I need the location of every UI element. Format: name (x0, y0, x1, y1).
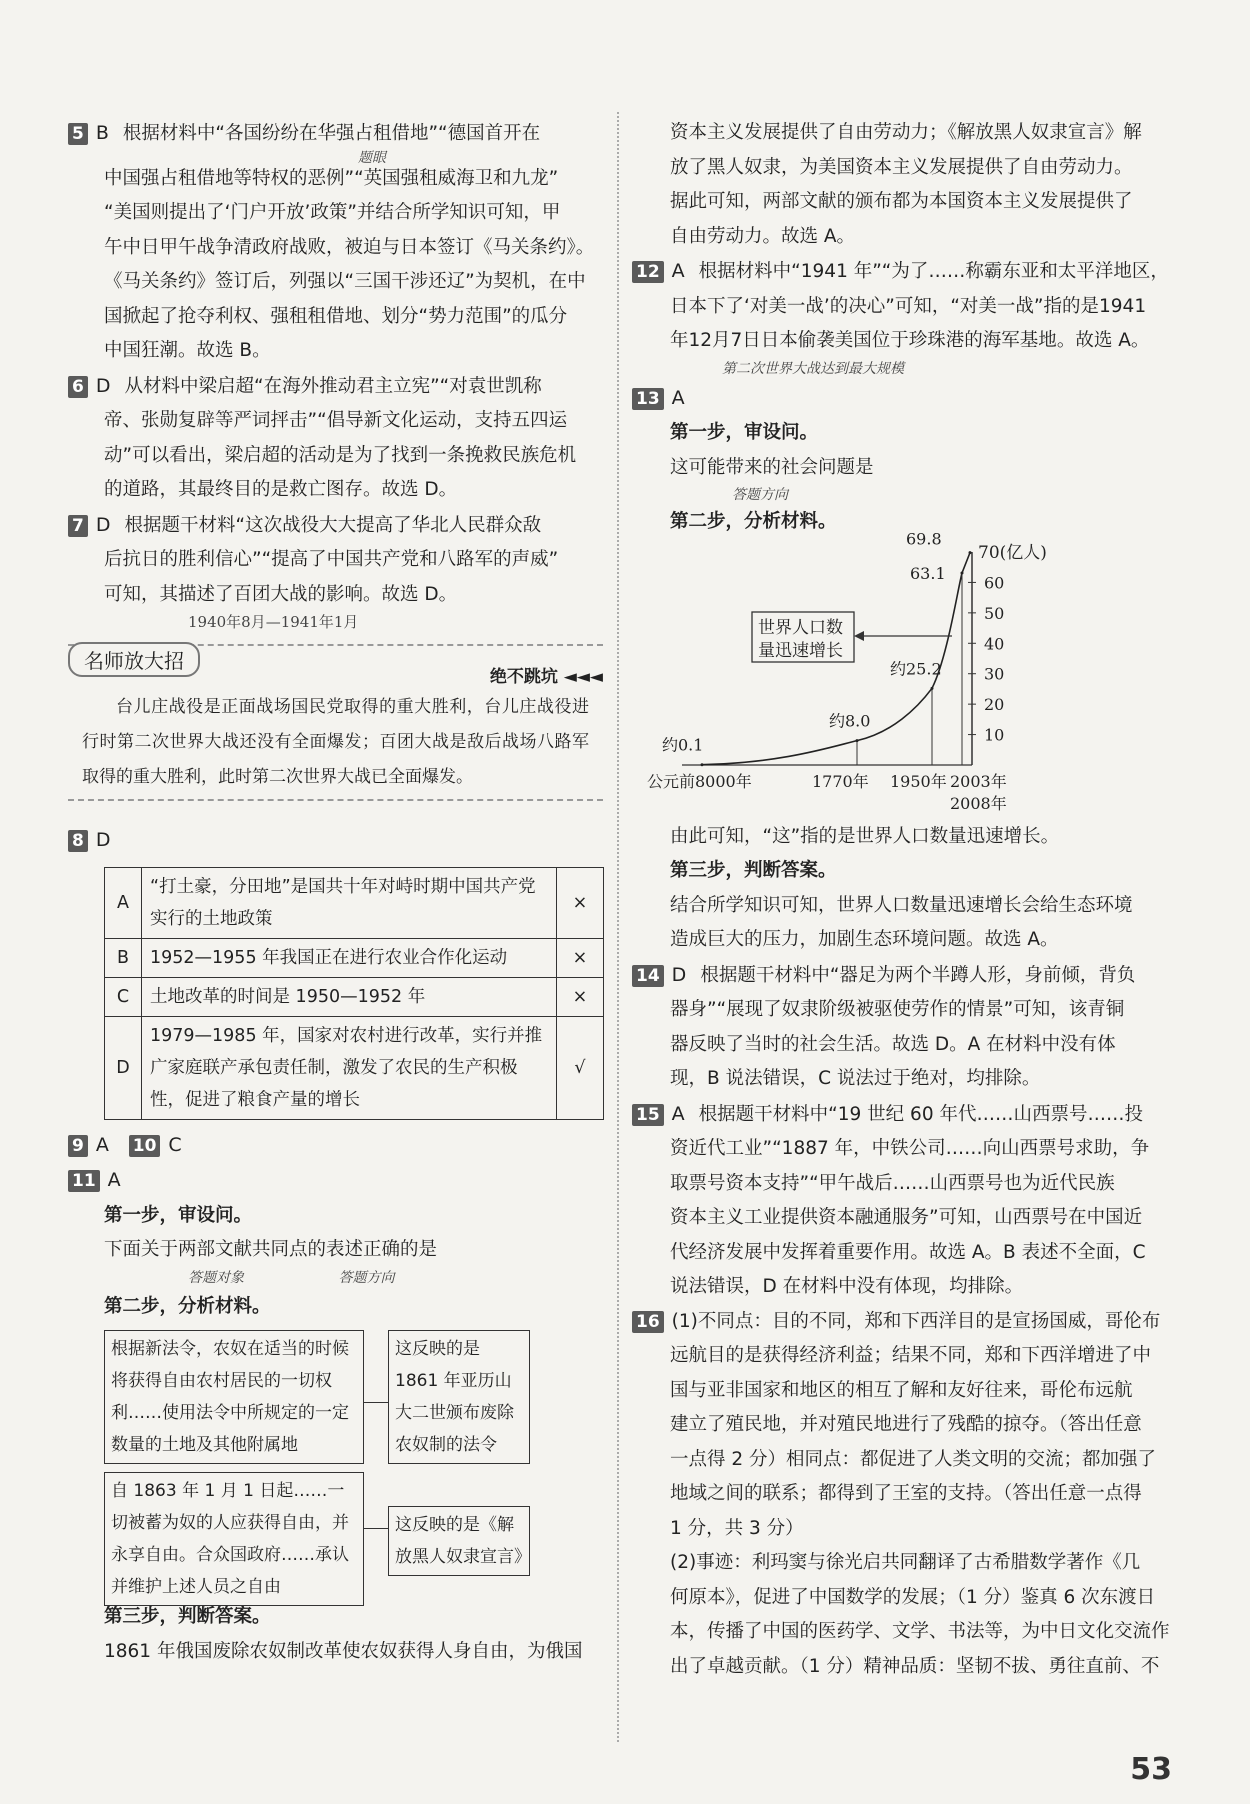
question-15 (632, 1097, 1177, 1305)
question-number: 13 (632, 388, 664, 410)
option-text: 1952—1955 年我国正在进行农业合作化运动 (142, 938, 557, 977)
step-heading: 第一步，审设问。 (670, 422, 819, 443)
question-text: 这可能带来的社会问题是 (670, 456, 874, 478)
data-label: 约0.1 (662, 735, 704, 755)
x-tick-label: 2008年 (950, 793, 1007, 813)
option-text: 1979—1985 年，国家对农村进行改革，实行并推广家庭联产承包责任制，激发了农民的生产积极性，促进了粮食产量的增长 (142, 1016, 557, 1119)
answer-letter: D (95, 374, 111, 397)
text-line: 资近代工业”“1887 年，中铁公司……向山西票号求助，争 (670, 1138, 1150, 1159)
text-line: 说法错误，D 在材料中没有体现，均排除。 (670, 1276, 1024, 1297)
question-number: 7 (68, 515, 88, 537)
analysis-box: 这反映的是 1861 年亚历山大二世颁布废除农奴制的法令 (388, 1330, 530, 1464)
question-number: 16 (632, 1311, 664, 1333)
text-line: 根据题干材料中“器足为两个半蹲人形，身前倾，背负 (700, 964, 1136, 986)
text-line: (1)不同点：目的不同，郑和下西洋目的是宣扬国威，哥伦布 (671, 1310, 1161, 1332)
step-heading: 第三步，判断答案。 (670, 860, 837, 881)
text-line: 根据材料中“1941 年”“为了……称霸东亚和太平洋地区， (698, 261, 1169, 282)
y-axis-label: 70(亿人) (978, 542, 1047, 563)
text-line: 出了卓越贡献。（1 分）精神品质：坚韧不拔、勇往直前、不 (670, 1655, 1160, 1677)
question-7 (68, 508, 603, 639)
page-number: 53 (1130, 1752, 1172, 1787)
question-14 (632, 958, 1177, 1097)
connector (364, 1528, 388, 1529)
data-point (856, 739, 859, 742)
text-line: 远航目的是获得经济利益；结果不同，郑和下西洋增进了中 (670, 1345, 1152, 1366)
text-line: 帝、张勋复辟等严词抨击”“倡导新文化运动，支持五四运 (104, 410, 568, 431)
text-line: 由此可知，“这”指的是世界人口数量迅速增长。 (670, 825, 1060, 847)
table-row (105, 1016, 604, 1119)
text-line: 的道路，其最终目的是救亡图存。故选 D。 (104, 479, 458, 500)
answer-letter: D (671, 963, 687, 986)
annotation-text: 世界人口数 (758, 617, 843, 638)
text-line: 可知，其描述了百团大战的影响。故选 D。 (104, 583, 458, 605)
questions-9-10 (68, 1128, 603, 1164)
question-8 (68, 823, 603, 1120)
option-mark: × (557, 938, 604, 977)
text-line: 造成巨大的压力，加剧生态环境问题。故选 A。 (670, 929, 1059, 950)
text-line: 根据题干材料“这次战役大大提高了华北人民群众敌 (124, 514, 542, 536)
answer-letter: A (671, 386, 685, 409)
material-flow (68, 1330, 603, 1600)
material-box: 根据新法令，农奴在适当的时候将获得自由农村居民的一切权利……使用法令中所规定的一定数量的土地及其他附属地 (104, 1330, 364, 1464)
question-12 (632, 254, 1177, 381)
option-mark: √ (557, 1016, 604, 1119)
text-line: 1861 年俄国废除农奴制改革使农奴获得人身自由，为俄国 (104, 1640, 583, 1662)
column-divider (617, 112, 619, 1742)
text-line: 根据题干材料中“19 世纪 60 年代……山西票号……投 (698, 1103, 1143, 1125)
text-line: 中国狂潮。故选 B。 (104, 340, 271, 361)
text-line: 国掀起了抢夺利权、强租租借地、划分“势力范围”的瓜分 (104, 305, 568, 327)
text-line: 器反映了当时的社会生活。故选 D。A 在材料中没有体 (670, 1033, 1116, 1055)
text-line: 据此可知，两部文献的颁布都为本国资本主义发展提供了 (670, 191, 1133, 212)
text-line: 资本主义发展提供了自由劳动力；《解放黑人奴隶宣言》解 (670, 122, 1142, 143)
answer-letter: A (95, 1133, 109, 1156)
y-tick-label: 20 (984, 694, 1005, 714)
option-key: C (105, 977, 142, 1016)
text-line: “美国则提出了‘门户开放’政策”并结合所学知识可知，甲 (104, 202, 561, 223)
question-11 (68, 1163, 603, 1669)
question-6 (68, 369, 603, 508)
annotation-row (68, 1268, 603, 1290)
text-line: 资本主义工业提供资本融通服务”可知，山西票号在中国近 (670, 1207, 1143, 1228)
option-mark: × (557, 867, 604, 938)
y-tick-label: 40 (984, 633, 1005, 653)
question-number: 14 (632, 965, 664, 987)
option-text: “打土豪，分田地”是国共十年对峙时期中国共产党实行的土地政策 (142, 867, 557, 938)
tip-box-title: 名师放大招 (68, 642, 200, 677)
step-heading: 第二步，分析材料。 (670, 511, 837, 532)
tip-box-tagline: 绝不跳坑 ◄◄◄ (489, 666, 603, 687)
arrow-head (854, 631, 864, 641)
text-line: 后抗日的胜利信心”“提高了中国共产党和八路军的声威” (104, 549, 559, 570)
annotation: 答题对象 (188, 1269, 244, 1286)
question-number: 10 (129, 1135, 161, 1157)
text-line: 放了黑人奴隶，为美国资本主义发展提供了自由劳动力。 (670, 156, 1133, 178)
text-line: 动”可以看出，梁启超的活动是为了找到一条挽救民族危机 (104, 444, 577, 466)
annotation: 答题方向 (338, 1269, 395, 1286)
annotation: 第二次世界大战达到最大规模 (722, 360, 904, 377)
step-heading: 第三步，判断答案。 (104, 1606, 271, 1627)
option-mark: × (557, 977, 604, 1016)
text-line: 本，传播了中国的医药学、文学、书法等，为中日文化交流作 (670, 1621, 1170, 1642)
text-line: 现，B 说法错误，C 说法过于绝对，均排除。 (670, 1068, 1041, 1089)
data-point (969, 551, 972, 554)
text-line: 地域之间的联系；都得到了王室的支持。（答出任意一点得 (670, 1483, 1142, 1504)
data-point (701, 763, 704, 766)
left-column (68, 116, 603, 1669)
annotation: 题眼 (358, 149, 386, 166)
option-key: B (105, 938, 142, 977)
question-number: 5 (68, 123, 88, 145)
tip-box-header (68, 644, 603, 690)
text-line: 建立了殖民地，并对殖民地进行了残酷的掠夺。（答出任意 (670, 1414, 1142, 1435)
text-line: 从材料中梁启超“在海外推动君主立宪”“对袁世凯称 (124, 375, 542, 397)
text-line: (2)事迹：利玛窦与徐光启共同翻译了古希腊数学著作《几 (670, 1552, 1141, 1573)
answer-letter: D (95, 513, 111, 536)
answer-letter: D (95, 829, 111, 851)
table-row (105, 977, 604, 1016)
answer-letter: A (107, 1169, 121, 1191)
text-line: 器身”“展现了奴隶阶级被驱使劳作的情景”可知，该青铜 (670, 999, 1125, 1020)
text-line: 取票号资本支持”“甲午战后……山西票号也为近代民族 (670, 1172, 1115, 1194)
x-tick-label: 公元前8000年 (647, 771, 752, 791)
question-number: 8 (68, 830, 88, 852)
text-line: 《马关条约》签订后，列强以“三国干涉还辽”为契机，在中 (104, 271, 586, 292)
text-line: 午中日甲午战争清政府战败，被迫与日本签订《马关条约》。 (104, 236, 595, 258)
text-line: 代经济发展中发挥着重要作用。故选 A。B 表述不全面，C (670, 1241, 1146, 1263)
option-key: A (105, 867, 142, 938)
data-label: 63.1 (910, 563, 946, 583)
tip-box-text: 台儿庄战役是正面战场国民党取得的重大胜利，台儿庄战役进行时第二次世界大战还没有全面爆发；百团大战是敌后战场八路军取得的重大胜利，此时第二次世界大战已全面爆发。 (82, 697, 589, 787)
text-line: 一点得 2 分）相同点：都促进了人类文明的交流；都加强了 (670, 1448, 1157, 1470)
tip-box (68, 644, 603, 801)
text-line: 中国强占租借地等特权的恶例”“英国强租威海卫和九龙” (104, 167, 559, 189)
question-11-continued (632, 116, 1177, 254)
analysis-box: 这反映的是《解放黑人奴隶宣言》 (388, 1506, 530, 1576)
connector (364, 1402, 388, 1403)
table-row (105, 938, 604, 977)
answer-letter: B (95, 122, 109, 144)
text-line: 根据材料中“各国纷纷在华强占租借地”“德国首开在 (122, 123, 541, 144)
question-16 (632, 1305, 1177, 1685)
x-tick-label: 1770年 (812, 771, 869, 791)
x-tick-label: 1950年 (890, 771, 947, 791)
data-label: 约8.0 (829, 711, 871, 731)
y-tick-label: 10 (984, 725, 1005, 745)
question-number: 12 (632, 261, 664, 283)
annotation: 答题方向 (732, 487, 788, 503)
y-tick-label: 60 (984, 572, 1005, 592)
text-line: 何原本》，促进了中国数学的发展；（1 分）鉴真 6 次东渡日 (670, 1586, 1156, 1608)
material-box: 自 1863 年 1 月 1 日起……一切被蓄为奴的人应获得自由，并永享自由。合众国政府……承认并维护上述人员之自由 (104, 1472, 364, 1606)
data-point (961, 571, 964, 574)
annotation: 1940年8月—1941年1月 (188, 613, 359, 631)
option-text: 土地改革的时间是 1950—1952 年 (142, 977, 557, 1016)
data-label: 约25.2 (890, 658, 942, 678)
annotation-text: 量迅速增长 (758, 640, 843, 661)
answer-letter: A (671, 260, 685, 282)
answer-letter: C (168, 1133, 182, 1156)
table-row (105, 867, 604, 938)
question-number: 6 (68, 376, 88, 398)
answer-letter: A (671, 1102, 685, 1125)
population-chart (632, 529, 1177, 820)
question-text: 下面关于两部文献共同点的表述正确的是 (104, 1239, 438, 1260)
y-tick-label: 30 (984, 664, 1005, 684)
y-tick-label: 50 (984, 603, 1005, 623)
question-13 (632, 381, 1177, 958)
text-line: 自由劳动力。故选 A。 (670, 225, 856, 247)
data-label: 69.8 (906, 529, 942, 549)
options-table (104, 867, 604, 1120)
text-line: 国与亚非国家和地区的相互了解和友好往来，哥伦布远航 (670, 1379, 1133, 1401)
text-line: 结合所学知识可知，世界人口数量迅速增长会给生态环境 (670, 894, 1133, 916)
step-heading: 第一步，审设问。 (104, 1204, 253, 1226)
question-number: 9 (68, 1135, 88, 1157)
option-key: D (105, 1016, 142, 1119)
step-heading: 第二步，分析材料。 (104, 1295, 271, 1317)
text-line: 日本下了‘对美一战’的决心”可知，“对美一战”指的是1941 (670, 295, 1147, 317)
question-number: 11 (68, 1170, 100, 1192)
right-column (632, 116, 1177, 1684)
question-5 (68, 116, 603, 369)
text-line: 年12月7日日本偷袭美国位于珍珠港的海军基地。故选 A。 (670, 330, 1150, 351)
data-point (931, 686, 934, 689)
x-tick-label: 2003年 (950, 771, 1007, 791)
text-line: 1 分，共 3 分） (670, 1517, 804, 1539)
question-number: 15 (632, 1104, 664, 1126)
